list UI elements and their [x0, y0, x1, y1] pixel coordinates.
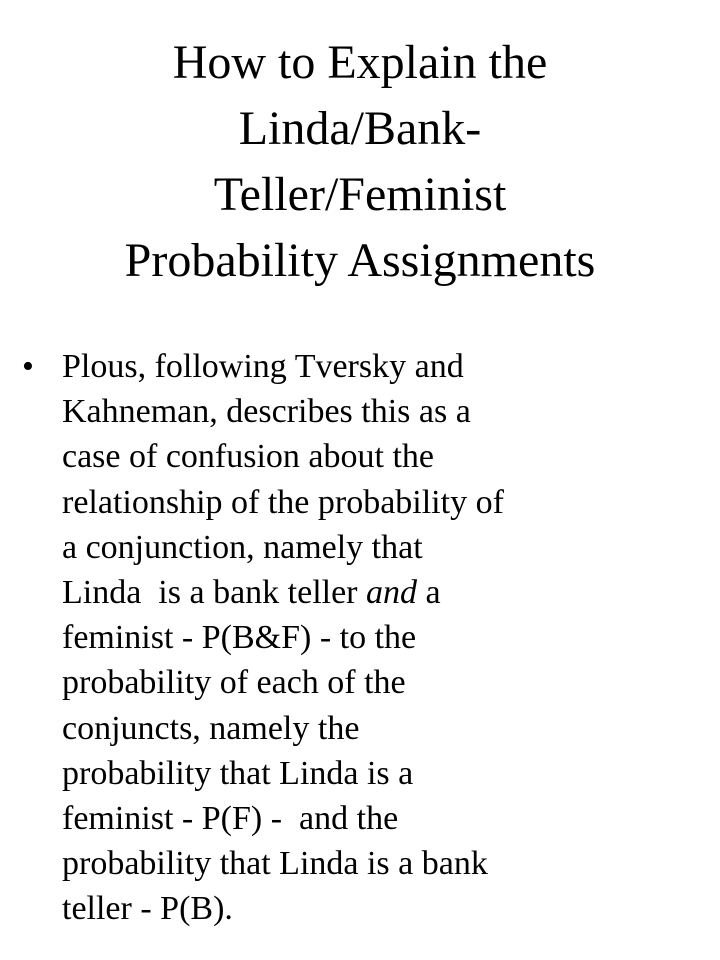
title-line-2: Linda/Bank- — [238, 102, 482, 155]
bullet-line-6-before: Linda is a bank teller — [62, 574, 367, 612]
bullet-line-2: Kahneman, describes this as a — [62, 393, 471, 431]
bullet-line-11: feminist - P(F) - and the — [62, 800, 399, 838]
bullet-line-10: probability that Linda is a — [62, 754, 414, 792]
bullet-line-6 — [62, 570, 672, 615]
bullet-point — [22, 344, 672, 932]
bullet-line-8: probability of each of the — [62, 664, 406, 702]
bullet-marker: • — [22, 348, 34, 385]
bullet-line-12: probability that Linda is a bank — [62, 845, 488, 883]
title-line-1: How to Explain the — [172, 36, 548, 89]
slide-title — [20, 30, 700, 294]
bullet-line-3: case of confusion about the — [62, 438, 434, 476]
bullet-text — [62, 344, 672, 932]
bullet-line-7: feminist - P(B&F) - to the — [62, 619, 417, 657]
bullet-line-4: relationship of the probability of — [62, 483, 504, 521]
bullet-line-9: conjuncts, namely the — [62, 709, 360, 747]
bullet-line-5: a conjunction, namely that — [62, 528, 423, 566]
title-line-4: Probability Assignments — [124, 234, 596, 287]
bullet-line-1: Plous, following Tversky and — [62, 348, 464, 385]
bullet-line-13: teller - P(B). — [62, 890, 233, 928]
title-line-3: Teller/Feminist — [213, 168, 507, 221]
emphasis-and: and — [366, 574, 418, 612]
bullet-line-6-after: a — [417, 574, 441, 612]
